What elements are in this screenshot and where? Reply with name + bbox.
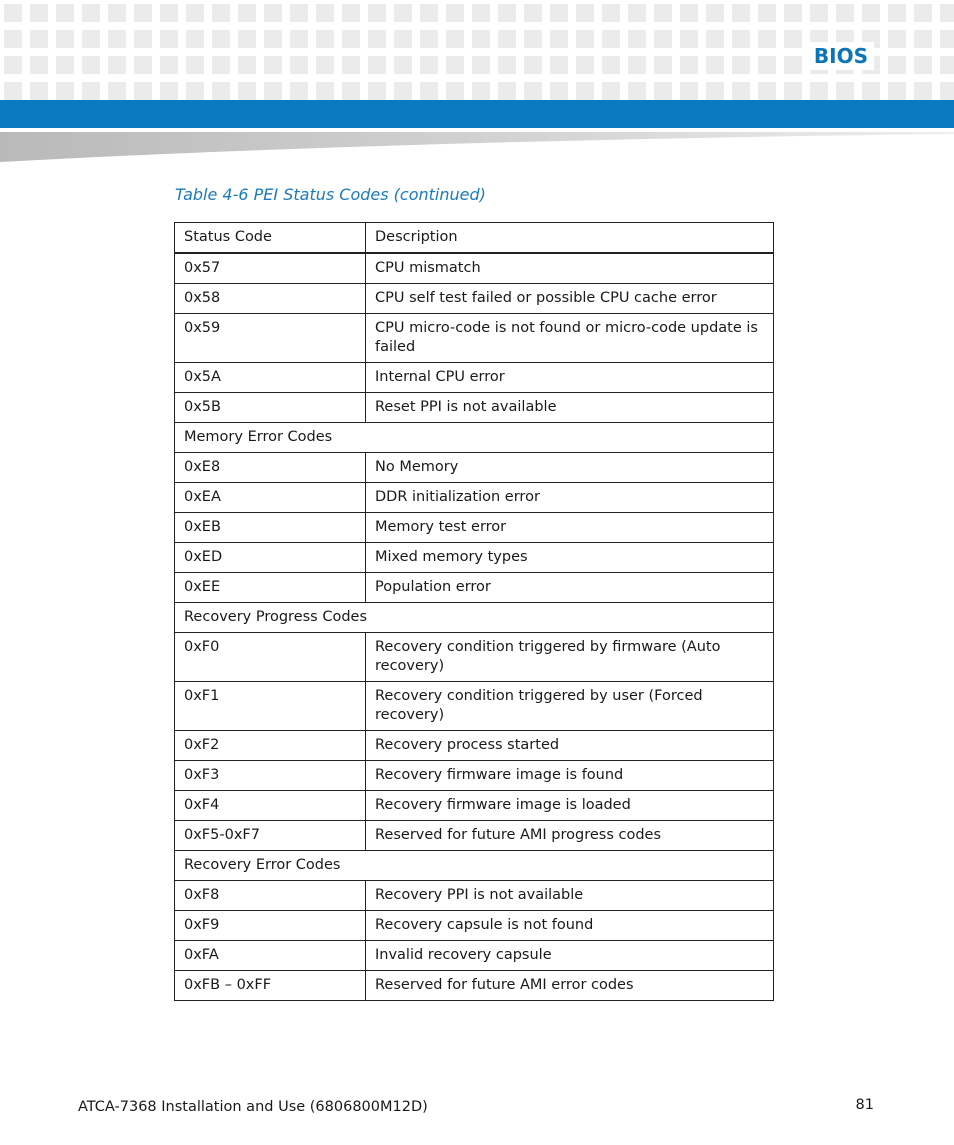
pattern-square [628, 4, 646, 22]
pattern-square [342, 56, 360, 74]
pattern-square [160, 82, 178, 100]
pattern-square [160, 30, 178, 48]
pattern-square [914, 56, 932, 74]
pattern-square [576, 82, 594, 100]
status-code-cell: 0xEA [175, 483, 366, 513]
description-cell: DDR initialization error [366, 483, 774, 513]
status-code-cell: 0x5A [175, 363, 366, 393]
table-section-row [175, 603, 774, 633]
pattern-square [836, 4, 854, 22]
pattern-square [706, 82, 724, 100]
status-code-cell: 0xF8 [175, 881, 366, 911]
pattern-square [810, 82, 828, 100]
pattern-square [498, 56, 516, 74]
table-row [175, 483, 774, 513]
status-code-cell: 0xEB [175, 513, 366, 543]
pattern-square [446, 30, 464, 48]
pattern-square [654, 82, 672, 100]
pattern-square [524, 56, 542, 74]
pattern-square [160, 56, 178, 74]
status-code-cell: 0x57 [175, 253, 366, 284]
pattern-square [680, 4, 698, 22]
pattern-square [186, 56, 204, 74]
description-cell: Recovery condition triggered by user (Forced recovery) [366, 682, 774, 731]
pattern-square [836, 82, 854, 100]
description-cell: Recovery firmware image is loaded [366, 791, 774, 821]
pattern-square [550, 30, 568, 48]
column-header-description: Description [366, 223, 774, 254]
pattern-square [914, 30, 932, 48]
pattern-square [602, 30, 620, 48]
pattern-square [368, 4, 386, 22]
pattern-square [342, 30, 360, 48]
pattern-square [784, 56, 802, 74]
pattern-square [342, 82, 360, 100]
pattern-square [472, 56, 490, 74]
pattern-square [56, 56, 74, 74]
pattern-square [862, 82, 880, 100]
pattern-square [30, 4, 48, 22]
pattern-square [472, 30, 490, 48]
description-cell: Recovery condition triggered by firmware (Auto recovery) [366, 633, 774, 682]
pattern-square [472, 4, 490, 22]
pattern-square [576, 4, 594, 22]
pattern-square [888, 30, 906, 48]
pattern-square [186, 82, 204, 100]
description-cell: Recovery firmware image is found [366, 761, 774, 791]
description-cell: CPU self test failed or possible CPU cache error [366, 284, 774, 314]
pattern-square [940, 4, 954, 22]
status-codes-table-body [175, 223, 774, 1001]
pattern-square [4, 82, 22, 100]
status-code-cell: 0xEE [175, 573, 366, 603]
pattern-square [290, 30, 308, 48]
pattern-square [82, 30, 100, 48]
pattern-square [420, 30, 438, 48]
pattern-square [940, 30, 954, 48]
pattern-square [888, 56, 906, 74]
pattern-square [446, 4, 464, 22]
pattern-square [186, 30, 204, 48]
pattern-square [108, 30, 126, 48]
status-code-cell: 0x59 [175, 314, 366, 363]
pattern-square [264, 82, 282, 100]
status-code-cell: 0xF1 [175, 682, 366, 731]
table-row [175, 513, 774, 543]
pattern-square [576, 56, 594, 74]
table-row [175, 543, 774, 573]
table-row [175, 911, 774, 941]
pattern-square [654, 4, 672, 22]
pattern-square [862, 4, 880, 22]
pattern-square [238, 4, 256, 22]
status-code-cell: 0xF0 [175, 633, 366, 682]
pattern-square [212, 82, 230, 100]
description-cell: Reserved for future AMI error codes [366, 971, 774, 1001]
description-cell: Mixed memory types [366, 543, 774, 573]
pattern-square [134, 56, 152, 74]
table-row [175, 731, 774, 761]
pattern-square [160, 4, 178, 22]
pattern-square [732, 4, 750, 22]
section-label: Recovery Progress Codes [175, 603, 774, 633]
description-cell: Reset PPI is not available [366, 393, 774, 423]
pattern-square [186, 4, 204, 22]
table-row [175, 573, 774, 603]
pattern-square [446, 82, 464, 100]
pattern-square [888, 4, 906, 22]
pattern-square [524, 82, 542, 100]
description-cell: Invalid recovery capsule [366, 941, 774, 971]
status-code-cell: 0xFA [175, 941, 366, 971]
table-row [175, 971, 774, 1001]
pattern-square [4, 4, 22, 22]
pattern-square [394, 82, 412, 100]
pattern-square [498, 82, 516, 100]
status-code-cell: 0xF4 [175, 791, 366, 821]
pattern-square [628, 30, 646, 48]
pattern-square [368, 30, 386, 48]
pattern-square [784, 4, 802, 22]
pattern-square [602, 82, 620, 100]
table-row [175, 761, 774, 791]
pattern-square [420, 82, 438, 100]
pattern-square [550, 56, 568, 74]
table-row [175, 253, 774, 284]
pattern-square [4, 56, 22, 74]
pattern-square [82, 82, 100, 100]
table-row [175, 284, 774, 314]
status-codes-table [174, 222, 774, 1001]
pattern-square [940, 82, 954, 100]
pattern-square [758, 56, 776, 74]
pattern-square [914, 4, 932, 22]
table-row [175, 791, 774, 821]
pattern-square [30, 56, 48, 74]
pattern-square [758, 4, 776, 22]
pattern-square [368, 82, 386, 100]
description-cell: CPU micro-code is not found or micro-code update is failed [366, 314, 774, 363]
status-code-cell: 0xF3 [175, 761, 366, 791]
pattern-square [498, 4, 516, 22]
pattern-square [732, 82, 750, 100]
pattern-square [108, 4, 126, 22]
pattern-square [914, 82, 932, 100]
pattern-square [134, 4, 152, 22]
status-code-cell: 0x58 [175, 284, 366, 314]
status-code-cell: 0xF2 [175, 731, 366, 761]
pattern-square [290, 56, 308, 74]
section-label: Recovery Error Codes [175, 851, 774, 881]
pattern-square [56, 30, 74, 48]
pattern-square [706, 4, 724, 22]
description-cell: Reserved for future AMI progress codes [366, 821, 774, 851]
description-cell: Memory test error [366, 513, 774, 543]
table-caption: Table 4-6 PEI Status Codes (continued) [175, 185, 486, 204]
pattern-square [394, 30, 412, 48]
pattern-square [628, 82, 646, 100]
pattern-square [654, 56, 672, 74]
table-section-row [175, 423, 774, 453]
pattern-square [394, 4, 412, 22]
pattern-square [134, 30, 152, 48]
pattern-square [524, 4, 542, 22]
pattern-square [706, 30, 724, 48]
pattern-square [680, 30, 698, 48]
pattern-square [784, 30, 802, 48]
pattern-square [82, 56, 100, 74]
table-row [175, 821, 774, 851]
pattern-square [758, 82, 776, 100]
table-row [175, 453, 774, 483]
pattern-square [784, 82, 802, 100]
pattern-square [342, 4, 360, 22]
pattern-square [576, 30, 594, 48]
table-row [175, 314, 774, 363]
pattern-square [420, 4, 438, 22]
table-row [175, 881, 774, 911]
table-row [175, 941, 774, 971]
pattern-square [212, 30, 230, 48]
pattern-square [56, 4, 74, 22]
pattern-square [524, 30, 542, 48]
pattern-square [680, 82, 698, 100]
pattern-square [56, 82, 74, 100]
pattern-square [810, 4, 828, 22]
table-row [175, 363, 774, 393]
pattern-square [732, 30, 750, 48]
pattern-square [420, 56, 438, 74]
status-code-cell: 0x5B [175, 393, 366, 423]
description-cell: Population error [366, 573, 774, 603]
pattern-square [602, 4, 620, 22]
description-cell: Recovery PPI is not available [366, 881, 774, 911]
pattern-square [4, 30, 22, 48]
pattern-square [654, 30, 672, 48]
pattern-square [316, 56, 334, 74]
column-header-status-code: Status Code [175, 223, 366, 254]
description-cell: Internal CPU error [366, 363, 774, 393]
pattern-square [732, 56, 750, 74]
table-row [175, 633, 774, 682]
section-title: BIOS [808, 42, 874, 70]
pattern-square [82, 4, 100, 22]
status-code-cell: 0xF9 [175, 911, 366, 941]
description-cell: Recovery process started [366, 731, 774, 761]
pattern-square [394, 56, 412, 74]
pattern-square [290, 82, 308, 100]
footer-document-title: ATCA-7368 Installation and Use (6806800M12D) [78, 1099, 428, 1115]
pattern-square [628, 56, 646, 74]
status-code-cell: 0xE8 [175, 453, 366, 483]
pattern-square [940, 56, 954, 74]
description-cell: CPU mismatch [366, 253, 774, 284]
pattern-square [264, 56, 282, 74]
pattern-square [498, 30, 516, 48]
pattern-square [238, 56, 256, 74]
pattern-square [264, 30, 282, 48]
pattern-square [602, 56, 620, 74]
description-cell: Recovery capsule is not found [366, 911, 774, 941]
pattern-square [706, 56, 724, 74]
status-code-cell: 0xED [175, 543, 366, 573]
pattern-square [446, 56, 464, 74]
pattern-square [888, 82, 906, 100]
pattern-square [680, 56, 698, 74]
pattern-square [550, 4, 568, 22]
description-cell: No Memory [366, 453, 774, 483]
pattern-square [264, 4, 282, 22]
pattern-square [212, 4, 230, 22]
pattern-square [30, 30, 48, 48]
pattern-square [368, 56, 386, 74]
pattern-square [134, 82, 152, 100]
header-blue-band [0, 100, 954, 128]
footer-page-number: 81 [855, 1097, 874, 1113]
pattern-square [212, 56, 230, 74]
section-label: Memory Error Codes [175, 423, 774, 453]
pattern-square [108, 82, 126, 100]
table-header-row [175, 223, 774, 254]
pattern-square [238, 30, 256, 48]
pattern-square [316, 82, 334, 100]
pattern-square [238, 82, 256, 100]
pattern-square [472, 82, 490, 100]
status-code-cell: 0xF5-0xF7 [175, 821, 366, 851]
table-row [175, 393, 774, 423]
header-grey-swoosh [0, 128, 954, 164]
table-row [175, 682, 774, 731]
pattern-square [550, 82, 568, 100]
pattern-square [108, 56, 126, 74]
pattern-square [758, 30, 776, 48]
pattern-square [30, 82, 48, 100]
pattern-square [316, 30, 334, 48]
status-code-cell: 0xFB – 0xFF [175, 971, 366, 1001]
pattern-square [316, 4, 334, 22]
pattern-square [290, 4, 308, 22]
table-section-row [175, 851, 774, 881]
